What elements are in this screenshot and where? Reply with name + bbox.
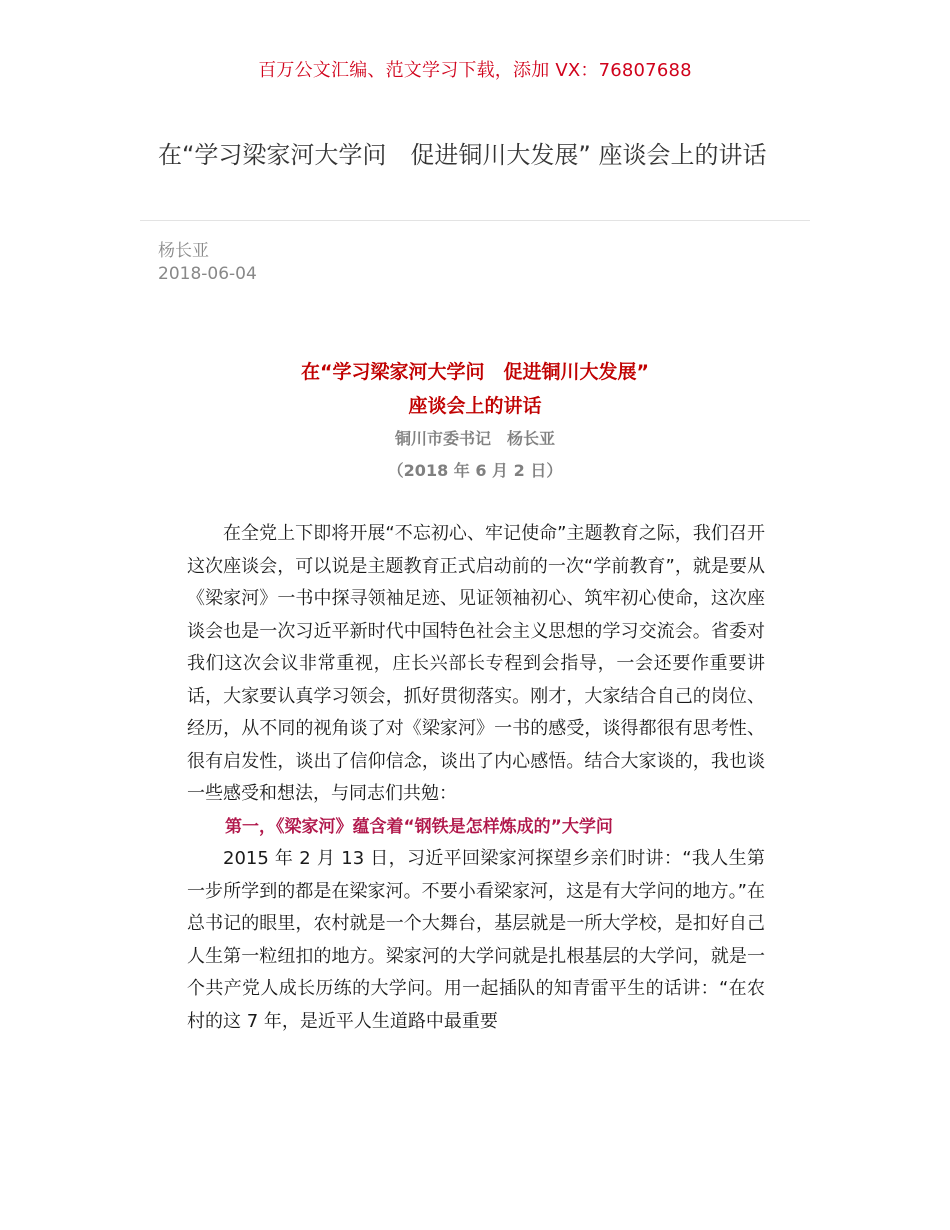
article-meta [158,240,257,286]
body-paragraph: 在全党上下即将开展“不忘初心、牢记使命”主题教育之际，我们召开这次座谈会，可以说是主题教育正式启动前的一次“学前教育”，就是要从《梁家河》一书中探寻领袖足迹、见证领袖初心、筑牢初心使命，这次座谈会也是一次习近平新时代中国特色社会主义思想的学习交流会。省委对我们这次会议非常重视，庄长兴部长专程到会指导，一会还要作重要讲话，大家要认真学习领会，抓好贯彻落实。刚才，大家结合自己的岗位、经历，从不同的视角谈了对《梁家河》一书的感受，谈得都很有思考性、很有启发性，谈出了信仰信念，谈出了内心感悟。结合大家谈的，我也谈一些感受和想法，与同志们共勉： [187,523,765,804]
section-heading: 第一，《梁家河》蕴含着“钢铁是怎样炼成的”大学问 [225,816,613,837]
body-paragraph: 2015 年 2 月 13 日，习近平回梁家河探望乡亲们时讲：“我人生第一步所学到的都是在梁家河。不要小看梁家河，这是有大学问的地方。”在总书记的眼里，农村就是一个大舞台，基层就是一所大学校，是扣好自己人生第一粒纽扣的地方。梁家河的大学问就是扎根基层的大学问，就是一个共产党人成长历练的大学问。用一起插队的知青雷平生的话讲：“在农村的这 7 年，是近平人生道路中最重要 [187,848,765,1032]
speaker-line: 铜川市委书记 杨长亚 [394,429,555,448]
title-divider [140,220,810,221]
document-title-line1: 在“学习梁家河大学问 促进铜川大发展” [301,361,649,383]
document-body [187,518,765,1038]
document-title-line2: 座谈会上的讲话 [408,395,542,417]
author-name: 杨长亚 [158,241,209,261]
promo-banner: 百万公文汇编、范文学习下载，添加 VX：76807688 [258,60,692,81]
publish-date: 2018-06-04 [158,264,257,284]
page-title: 在“学习梁家河大学问 促进铜川大发展” 座谈会上的讲话 [158,141,767,169]
speech-date: （2018 年 6 月 2 日） [387,461,563,480]
document-header [140,355,810,487]
